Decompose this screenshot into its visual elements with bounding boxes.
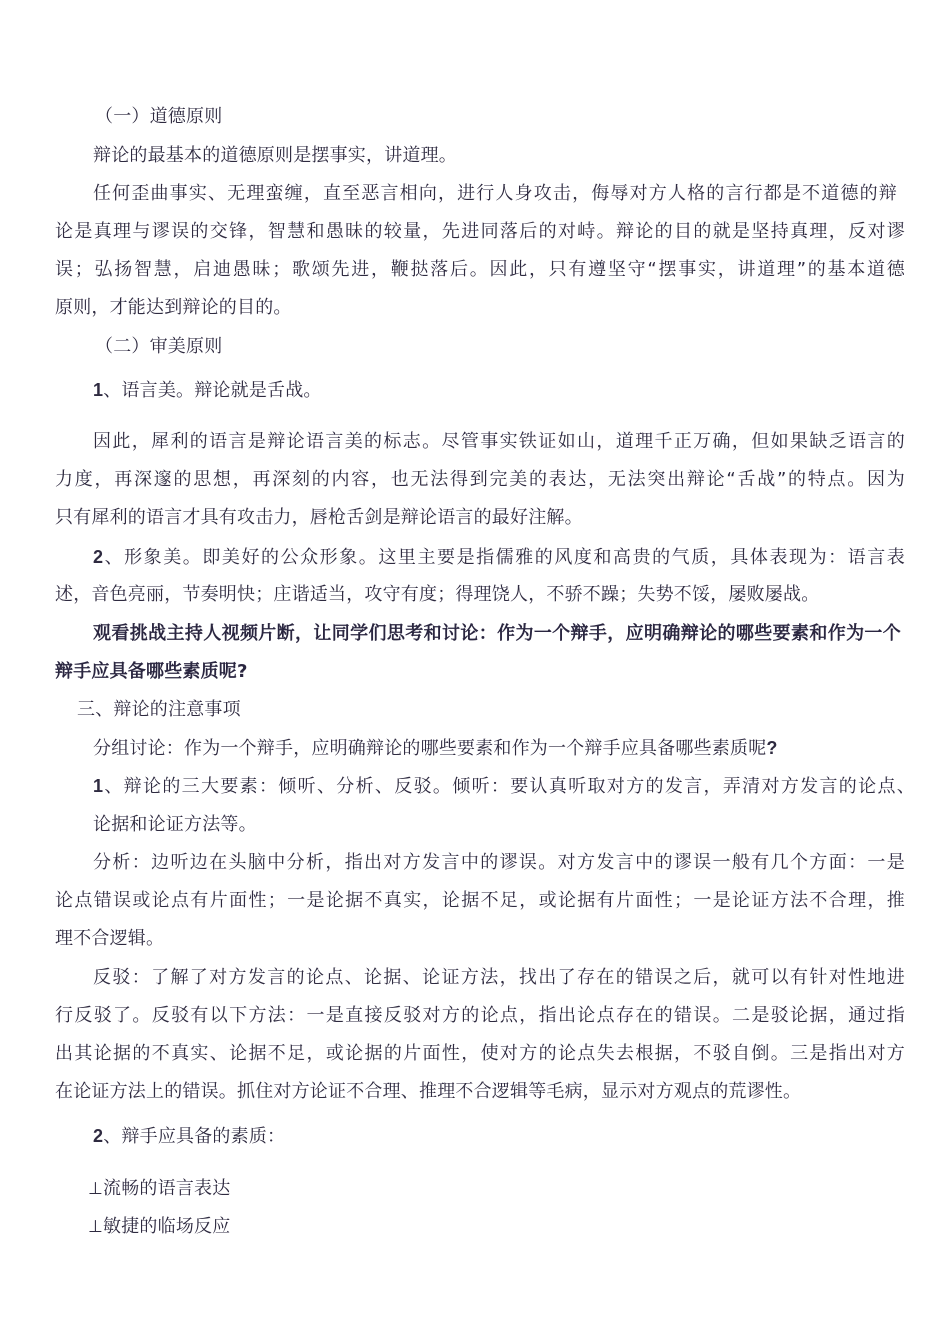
paragraph-rebuttal-line: 在论证方法上的错误。抓住对方论证不合理、推理不合逻辑等毛病，显示对方观点的荒谬性。 — [55, 1081, 802, 1102]
paragraph-moral-line: 原则，才能达到辩论的目的。 — [55, 297, 292, 318]
bullet-item — [88, 1177, 938, 1201]
paragraph-moral-line: 误；弘扬智慧，启迪愚昧；歌颂先进，鞭挞落后。因此，只有遵坚守“摆事实，讲道理”的基本道德 — [55, 259, 905, 280]
paragraph-language-line: 因此，犀利的语言是辩论语言美的标志。尽管事实铁证如山，道理千正万确，但如果缺乏语言的 — [93, 431, 905, 452]
list-item-three-elements — [93, 774, 915, 799]
bullet-item — [88, 1215, 938, 1239]
list-item-debater-qualities — [93, 1124, 943, 1149]
list-item-image-beauty-cont: 述，音色亮丽，节奏明快；庄谐适当，攻守有度；得理饶人，不骄不躁；失势不馁，屡败屡战。 — [55, 584, 820, 605]
section-heading-aesthetic: （二）审美原则 — [95, 336, 223, 357]
bullet-text: 流畅的语言表达 — [103, 1178, 231, 1199]
paragraph-language-line: 只有犀利的语言才具有攻击力，唇枪舌剑是辩论语言的最好注解。 — [55, 507, 583, 528]
bullet-icon: ⊥ — [88, 1179, 104, 1199]
list-item-image-beauty — [93, 545, 905, 570]
item-text: 、语言美。辩论就是舌战。 — [103, 380, 322, 401]
item-text: 、辩手应具备的素质： — [103, 1126, 286, 1147]
item-number: 1 — [93, 380, 104, 400]
bold-prompt-line: 观看挑战主持人视频片断，让同学们思考和讨论：作为一个辩手，应明确辩论的哪些要素和作为一个 — [93, 623, 901, 644]
paragraph-moral-intro: 辩论的最基本的道德原则是摆事实，讲道理。 — [93, 145, 457, 166]
list-item-language-beauty — [93, 378, 943, 403]
bold-prompt-line: 辩手应具备哪些素质呢? — [55, 661, 248, 682]
paragraph-moral-line: 论是真理与谬误的交锋，智慧和愚昧的较量，先进同落后的对峙。辩论的目的就是坚持真理，反对谬 — [55, 221, 905, 242]
item-number: 1 — [93, 776, 104, 796]
paragraph-rebuttal-line: 行反驳了。反驳有以下方法：一是直接反驳对方的论点，指出论点存在的错误。二是驳论据，通过指 — [55, 1005, 905, 1026]
question-mark: ? — [766, 738, 778, 758]
section-heading-notes: 三、辩论的注意事项 — [77, 699, 241, 720]
paragraph-moral-line: 任何歪曲事实、无理蛮缠，直至恶言相向，进行人身攻击，侮辱对方人格的言行都是不道德的辩 — [93, 183, 897, 204]
bullet-text: 敏捷的临场反应 — [103, 1216, 231, 1237]
bullet-icon: ⊥ — [88, 1217, 104, 1237]
paragraph-analysis-line: 理不合逻辑。 — [55, 928, 165, 949]
paragraph-rebuttal-line: 反驳：了解了对方发言的论点、论据、论证方法，找出了存在的错误之后，就可以有针对性地进 — [93, 967, 905, 988]
item-text: 、辩论的三大要素：倾听、分析、反驳。倾听：要认真听取对方的发言，弄清对方发言的论点、 — [103, 776, 915, 797]
item-text: 、形象美。即美好的公众形象。这里主要是指儒雅的风度和高贵的气质，具体表现为：语言表 — [103, 547, 905, 568]
paragraph-language-line: 力度，再深邃的思想，再深刻的内容，也无法得到完美的表达，无法突出辩论“舌战”的特点。因为 — [55, 469, 905, 490]
paragraph-analysis-line: 分析：边听边在头脑中分析，指出对方发言中的谬误。对方发言中的谬误一般有几个方面：一是 — [93, 852, 905, 873]
list-item-three-elements-cont: 论据和论证方法等。 — [93, 814, 257, 835]
paragraph-rebuttal-line: 出其论据的不真实、论据不足，或论据的片面性，使对方的论点失去根据，不驳自倒。三是指出对方 — [55, 1043, 905, 1064]
section-heading-moral: （一）道德原则 — [95, 106, 223, 127]
group-discussion — [93, 736, 943, 761]
group-discussion-text: 分组讨论：作为一个辩手，应明确辩论的哪些要素和作为一个辩手应具备哪些素质呢 — [93, 738, 767, 759]
item-number: 2 — [93, 1126, 104, 1146]
item-number: 2 — [93, 547, 104, 567]
paragraph-analysis-line: 论点错误或论点有片面性；一是论据不真实，论据不足，或论据有片面性；一是论证方法不合理，推 — [55, 890, 905, 911]
